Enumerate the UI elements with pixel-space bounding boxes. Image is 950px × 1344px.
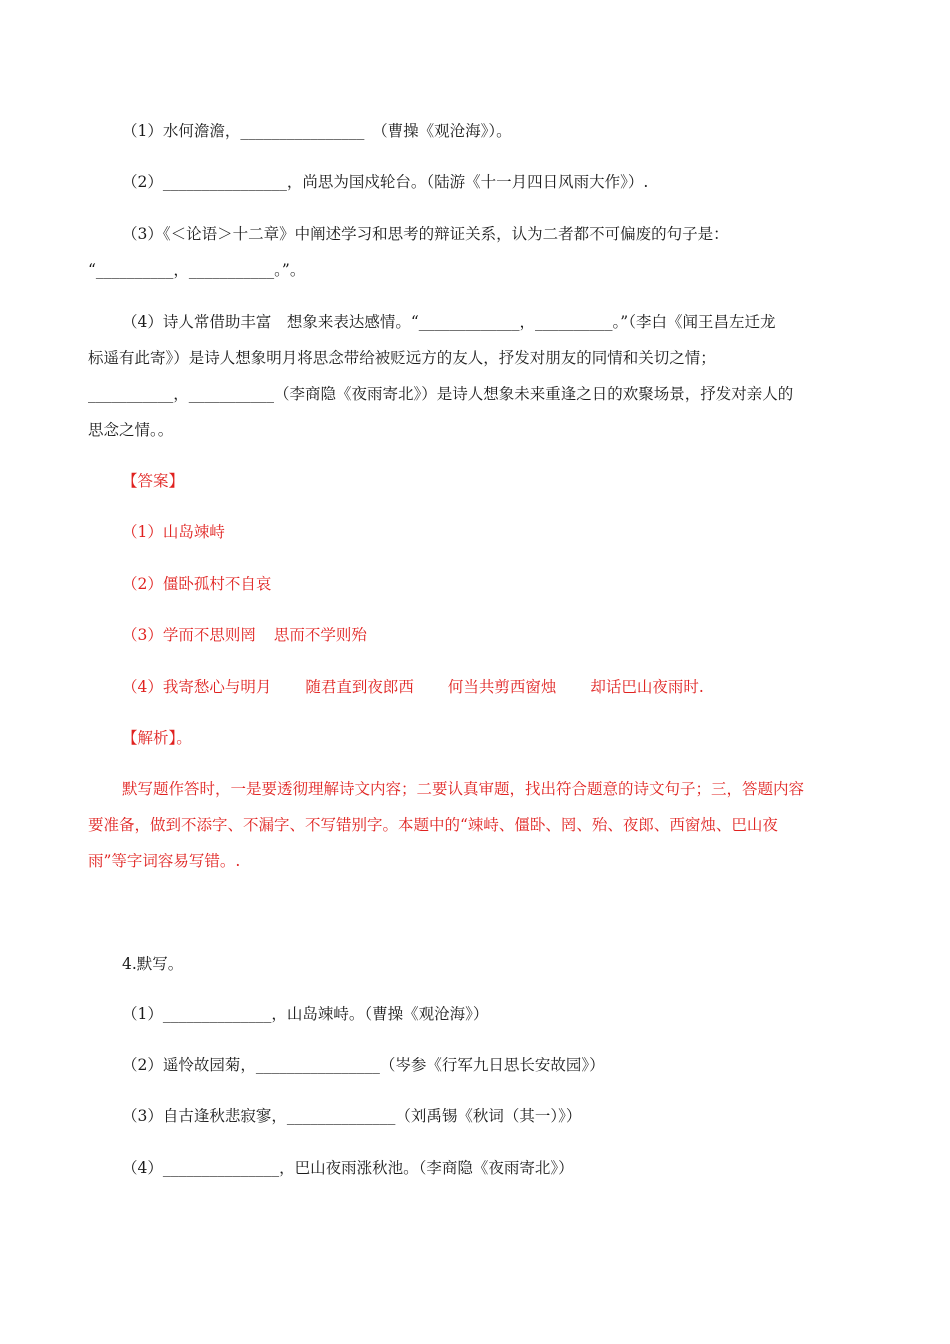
- q3-item-4-line-1: （4）诗人常借助丰富 想象来表达感情。“_____________，__________。”（李白《闻王昌左迁龙: [122, 313, 776, 331]
- q3-item-2: （2）________________，尚思为国戍轮台。（陆游《十一月四日风雨大作》）.: [122, 173, 649, 191]
- q4-item-4: （4）_______________，巴山夜雨涨秋池。（李商隐《夜雨寄北》）: [122, 1159, 574, 1177]
- answer-2: （2）僵卧孤村不自哀: [122, 575, 272, 593]
- q3-item-1: （1）水何澹澹，________________ （曹操《观沧海》）。: [122, 122, 512, 140]
- answer-4-part-2: 随君直到夜郎西: [305, 678, 414, 696]
- answer-1: （1）山岛竦峙: [122, 523, 225, 541]
- q3-item-4-line-2: 标遥有此寄》）是诗人想象明月将思念带给被贬远方的友人，抒发对朋友的同情和关切之情；: [88, 349, 716, 367]
- analysis-line-1: 默写题作答时，一是要透彻理解诗文内容；二要认真审题，找出符合题意的诗文句子；三，答题内容: [122, 780, 805, 798]
- analysis-heading: 【解析】。: [122, 729, 192, 747]
- analysis-line-3: 雨”等字词容易写错。.: [88, 852, 241, 870]
- q4-item-1: （1）______________，山岛竦峙。（曹操《观沧海》）: [122, 1005, 489, 1023]
- q4-item-2: （2）遥怜故园菊，________________（岑参《行军九日思长安故园》）: [122, 1056, 605, 1074]
- q3-item-3-line-2: “__________，___________。”。: [88, 261, 306, 279]
- analysis-line-2: 要准备，做到不添字、不漏字、不写错别字。本题中的“竦峙、僵卧、罔、殆、夜郎、西窗烛、巴山夜: [88, 816, 778, 834]
- q4-item-3: （3）自古逢秋悲寂寥，______________（刘禹锡《秋词（其一）》）: [122, 1107, 582, 1125]
- answer-heading: 【答案】: [122, 472, 185, 490]
- answer-4-part-3: 何当共剪西窗烛: [447, 678, 557, 696]
- q3-item-4-line-3: ___________，___________（李商隐《夜雨寄北》）是诗人想象未来重逢之日的欢聚场景，抒发对亲人的: [88, 385, 794, 403]
- q4-title: 4.默写。: [122, 955, 184, 973]
- answer-4-part-1: （4）我寄愁心与明月: [122, 678, 272, 696]
- answer-4: [122, 677, 704, 697]
- answer-3: [122, 625, 367, 645]
- answer-3-part-1: （3）学而不思则罔: [122, 626, 256, 644]
- q3-item-3-line-1: （3）《＜论语＞十二章》中阐述学习和思考的辩证关系，认为二者都不可偏废的句子是：: [122, 225, 729, 243]
- answer-4-part-4: 却话巴山夜雨时.: [590, 678, 704, 696]
- answer-3-part-2: 思而不学则殆: [273, 626, 367, 644]
- q3-item-4-line-4: 思念之情。。: [88, 421, 174, 439]
